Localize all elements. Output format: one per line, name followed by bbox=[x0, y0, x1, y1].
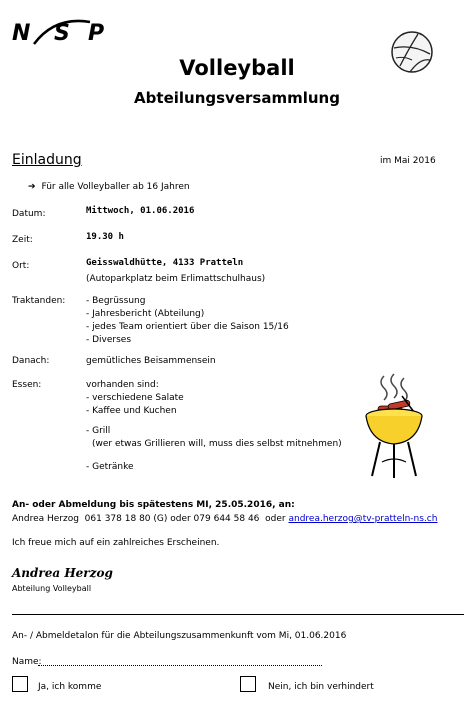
contact-oder: oder bbox=[265, 514, 286, 524]
grill-note: (wer etwas Grillieren will, muss dies selbst mitnehmen) bbox=[92, 439, 342, 449]
svg-text:P: P bbox=[88, 21, 105, 46]
svg-text:N: N bbox=[12, 21, 31, 46]
issue-date: im Mai 2016 bbox=[380, 156, 436, 166]
essen-item: - verschiedene Salate bbox=[86, 393, 184, 403]
page-subtitle: Abteilungsversammlung bbox=[134, 89, 340, 107]
talon-title: An- / Abmeldetalon für die Abteilungszusammenkunft vom Mi, 01.06.2016 bbox=[12, 631, 347, 641]
datum-value: Mittwoch, 01.06.2016 bbox=[86, 206, 195, 216]
essen-label: Essen: bbox=[12, 380, 42, 390]
contact-email-link[interactable]: andrea.herzog@tv-pratteln-ns.ch bbox=[288, 514, 438, 524]
traktanden-item: - jedes Team orientiert über die Saison 15/16 bbox=[86, 322, 289, 332]
nsp-logo bbox=[10, 14, 110, 50]
svg-text:S: S bbox=[54, 21, 70, 46]
danach-label: Danach: bbox=[12, 356, 50, 366]
option-yes-label: Ja, ich komme bbox=[38, 682, 102, 692]
contact-name: Andrea Herzog bbox=[12, 514, 79, 524]
checkbox-yes[interactable] bbox=[12, 676, 28, 692]
zeit-label: Zeit: bbox=[12, 235, 33, 245]
signature: Andrea Herzog bbox=[12, 566, 113, 580]
ort-value: Geisswaldhütte, 4133 Pratteln bbox=[86, 258, 244, 268]
name-label: Name: bbox=[12, 657, 42, 667]
registration-deadline: An- oder Abmeldung bis spätestens MI, 25.05.2016, an: bbox=[12, 500, 295, 510]
audience-line bbox=[28, 182, 190, 192]
traktanden-item: - Begrüssung bbox=[86, 296, 146, 306]
invitation-heading: Einladung bbox=[12, 152, 82, 168]
option-no-label: Nein, ich bin verhindert bbox=[268, 682, 374, 692]
barbecue-grill-icon bbox=[362, 372, 428, 480]
page-title: Volleyball bbox=[179, 56, 295, 80]
name-field[interactable] bbox=[38, 665, 322, 672]
zeit-value: 19.30 h bbox=[86, 232, 124, 242]
traktanden-item: - Jahresbericht (Abteilung) bbox=[86, 309, 205, 319]
contact-line bbox=[12, 514, 437, 524]
traktanden-item: - Diverses bbox=[86, 335, 132, 345]
ort-note: (Autoparkplatz beim Erlimattschulhaus) bbox=[86, 274, 266, 284]
cut-divider bbox=[12, 614, 464, 615]
closing-text: Ich freue mich auf ein zahlreiches Erscheinen. bbox=[12, 538, 220, 548]
signature-role: Abteilung Volleyball bbox=[12, 584, 92, 593]
arrow-right-icon: ➔ bbox=[28, 182, 36, 192]
contact-phones: 061 378 18 80 (G) oder 079 644 58 46 bbox=[84, 514, 260, 524]
essen-intro: vorhanden sind: bbox=[86, 380, 159, 390]
traktanden-label: Traktanden: bbox=[12, 296, 66, 306]
getraenke-line: - Getränke bbox=[86, 462, 134, 472]
datum-label: Datum: bbox=[12, 209, 46, 219]
essen-item: - Kaffee und Kuchen bbox=[86, 406, 177, 416]
danach-value: gemütliches Beisammensein bbox=[86, 356, 216, 366]
grill-line: - Grill bbox=[86, 426, 111, 436]
audience-text: Für alle Volleyballer ab 16 Jahren bbox=[41, 182, 190, 192]
checkbox-no[interactable] bbox=[240, 676, 256, 692]
ort-label: Ort: bbox=[12, 261, 30, 271]
